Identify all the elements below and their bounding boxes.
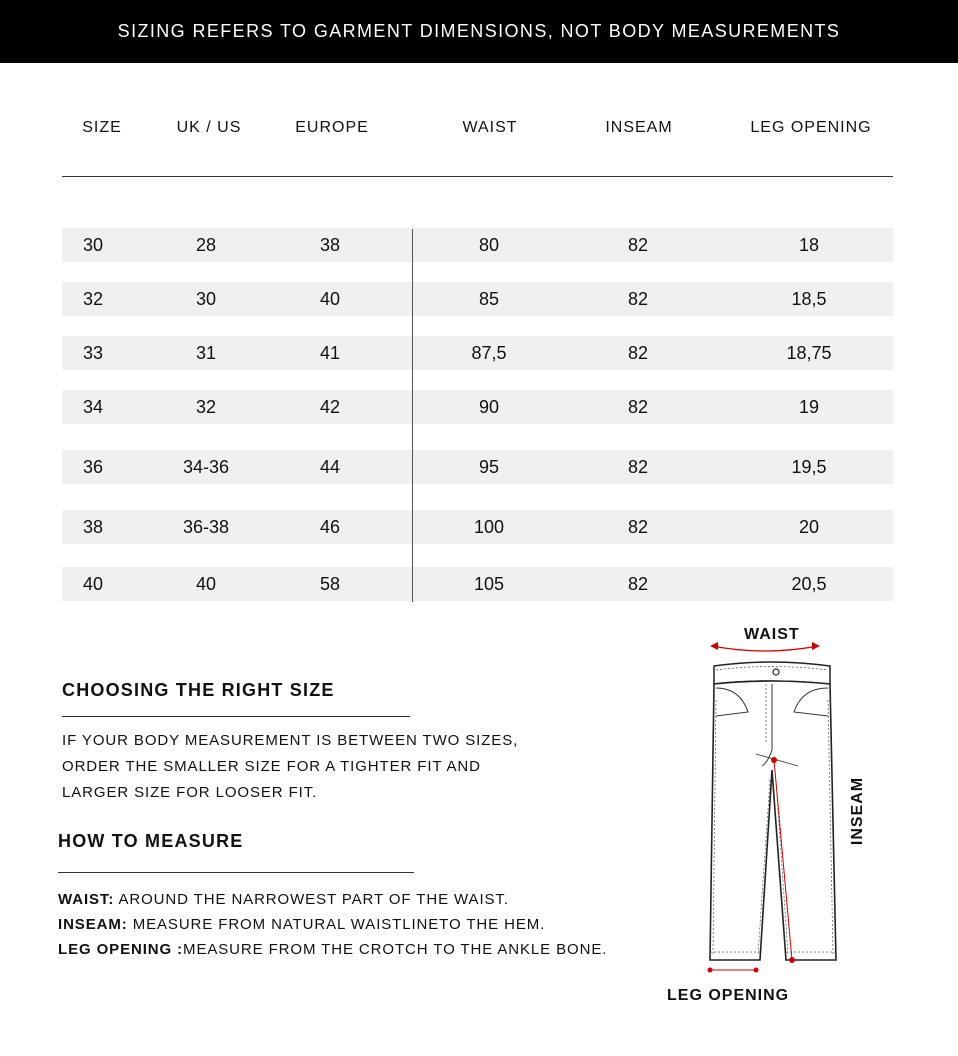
cell-uk-us: 30	[195, 289, 217, 309]
choosing-title: CHOOSING THE RIGHT SIZE	[62, 680, 335, 700]
header-leg-opening: LEG OPENING	[750, 119, 872, 136]
leg-dot-right	[754, 968, 759, 973]
cell-waist: 80	[478, 235, 500, 255]
cell-inseam: 82	[627, 457, 649, 477]
cell-europe: 41	[319, 343, 341, 363]
measure-leg-opening	[58, 941, 607, 958]
cell-europe: 42	[319, 397, 341, 417]
cell-leg-opening: 18	[798, 235, 820, 255]
header-size: SIZE	[82, 119, 122, 136]
cell-leg-opening: 19	[798, 397, 820, 417]
cell-waist: 85	[478, 289, 500, 309]
cell-europe: 38	[319, 235, 341, 255]
jeans-body	[710, 681, 836, 960]
cell-inseam: 82	[627, 343, 649, 363]
measure-text: AROUND THE NARROWEST PART OF THE WAIST.	[114, 891, 509, 908]
cell-uk-us: 28	[195, 235, 217, 255]
header-uk-us: UK / US	[176, 119, 242, 136]
jeans-icon	[690, 620, 850, 975]
measure-inseam	[58, 916, 545, 933]
cell-size: 30	[82, 235, 104, 255]
cell-leg-opening: 20,5	[791, 574, 827, 594]
arrow-head-right	[812, 642, 820, 650]
cell-waist: 100	[473, 517, 505, 537]
cell-size: 34	[82, 397, 104, 417]
cell-europe: 46	[319, 517, 341, 537]
cell-uk-us: 34-36	[182, 457, 230, 477]
arrow-head-left	[710, 642, 718, 650]
table-row	[62, 567, 893, 601]
cell-size: 32	[82, 289, 104, 309]
banner: SIZING REFERS TO GARMENT DIMENSIONS, NOT BODY MEASUREMENTS	[0, 0, 958, 63]
how-to-title: HOW TO MEASURE	[58, 831, 244, 851]
cell-waist: 90	[478, 397, 500, 417]
cell-leg-opening: 18,75	[786, 343, 832, 363]
cell-waist: 105	[473, 574, 505, 594]
cell-uk-us: 32	[195, 397, 217, 417]
table-row	[62, 282, 893, 316]
choosing-text	[62, 728, 518, 806]
button	[773, 669, 779, 675]
header-europe: EUROPE	[295, 119, 369, 136]
measure-text: MEASURE FROM NATURAL WAISTLINETO THE HEM.	[127, 916, 546, 933]
cell-inseam: 82	[627, 397, 649, 417]
cell-inseam: 82	[627, 235, 649, 255]
cell-europe: 58	[319, 574, 341, 594]
column-divider	[412, 229, 413, 602]
choosing-line: LARGER SIZE FOR LOOSER FIT.	[62, 784, 318, 801]
cell-size: 36	[82, 457, 104, 477]
inseam-dot-bottom	[789, 957, 795, 963]
cell-leg-opening: 20	[798, 517, 820, 537]
measure-key: INSEAM:	[58, 916, 128, 933]
cell-europe: 44	[319, 457, 341, 477]
table-row	[62, 228, 893, 262]
cell-size: 33	[82, 343, 104, 363]
header-divider	[62, 176, 893, 177]
header-waist: WAIST	[462, 119, 518, 136]
cell-uk-us: 36-38	[182, 517, 230, 537]
cell-leg-opening: 19,5	[791, 457, 827, 477]
measure-waist	[58, 891, 509, 908]
waist-arrow	[712, 646, 818, 651]
header-inseam: INSEAM	[605, 119, 673, 136]
inseam-label: INSEAM	[849, 776, 866, 846]
cell-europe: 40	[319, 289, 341, 309]
table-row	[62, 450, 893, 484]
table-row	[62, 390, 893, 424]
cell-waist: 87,5	[471, 343, 507, 363]
cell-inseam: 82	[627, 574, 649, 594]
inseam-dot-top	[771, 757, 777, 763]
table-row	[62, 510, 893, 544]
choosing-line: IF YOUR BODY MEASUREMENT IS BETWEEN TWO SIZES,	[62, 732, 519, 749]
table-row	[62, 336, 893, 370]
cell-waist: 95	[478, 457, 500, 477]
choosing-line: ORDER THE SMALLER SIZE FOR A TIGHTER FIT AND	[62, 758, 481, 775]
measure-key: WAIST:	[58, 891, 115, 908]
measure-text: MEASURE FROM THE CROTCH TO THE ANKLE BONE.	[183, 941, 608, 958]
cell-size: 40	[82, 574, 104, 594]
cell-size: 38	[82, 517, 104, 537]
measure-key: LEG OPENING :	[58, 941, 184, 958]
leg-dot-left	[708, 968, 713, 973]
cell-inseam: 82	[627, 289, 649, 309]
cell-leg-opening: 18,5	[791, 289, 827, 309]
choosing-divider	[62, 716, 410, 717]
waist-label: WAIST	[744, 626, 800, 643]
cell-inseam: 82	[627, 517, 649, 537]
cell-uk-us: 31	[195, 343, 217, 363]
leg-opening-label: LEG OPENING	[667, 987, 790, 1004]
how-to-divider	[58, 872, 414, 873]
cell-uk-us: 40	[195, 574, 217, 594]
